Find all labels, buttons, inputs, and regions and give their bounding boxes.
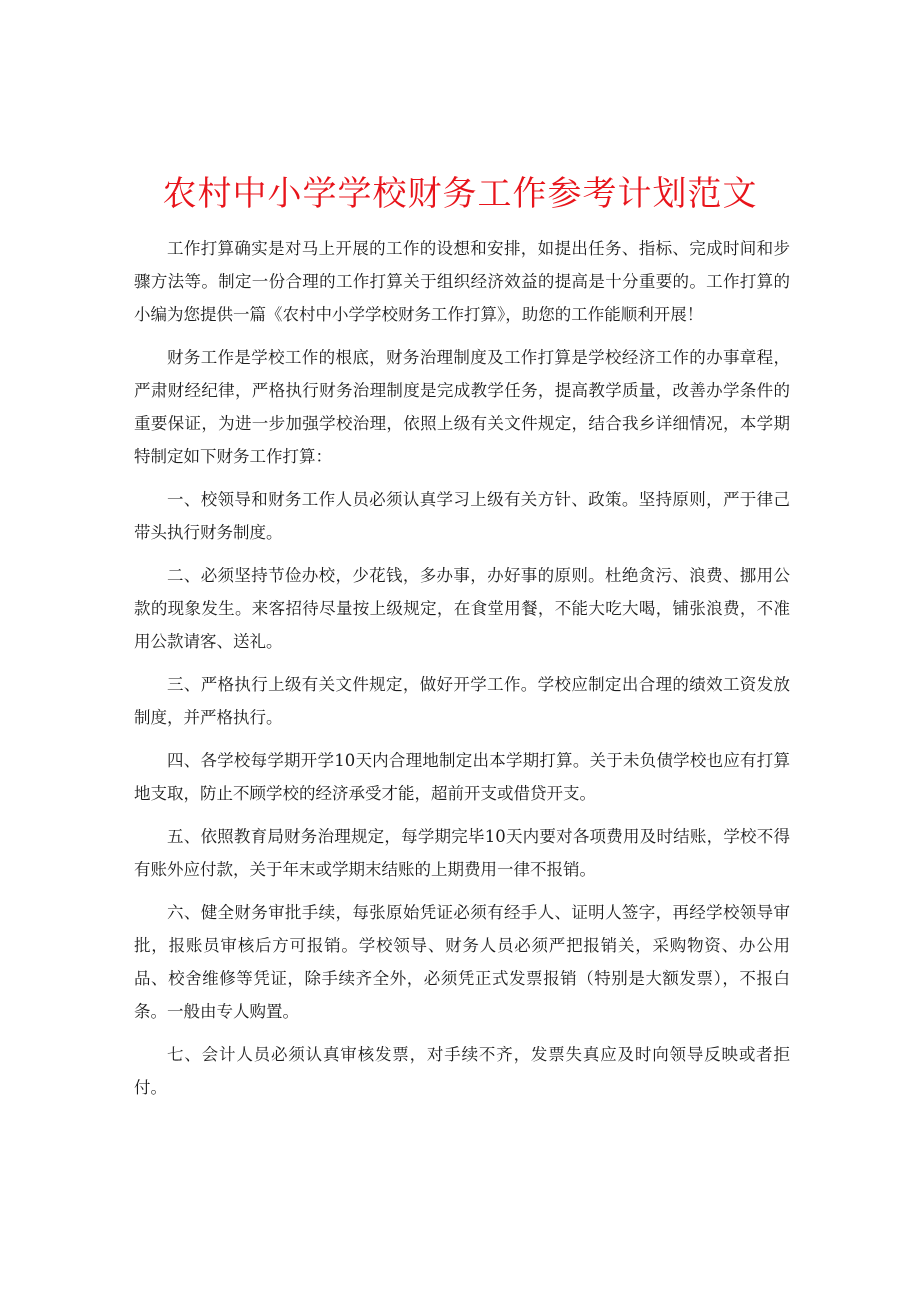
document-title: 农村中小学学校财务工作参考计划范文 bbox=[162, 174, 758, 214]
paragraph-item-2: 二、必须坚持节俭办校，少花钱，多办事，办好事的原则。杜绝贪污、浪费、挪用公款的现象发生。来客招待尽量按上级规定，在食堂用餐，不能大吃大喝，铺张浪费，不准用公款请客、送礼。 bbox=[134, 566, 790, 651]
paragraph-item-6: 六、健全财务审批手续，每张原始凭证必须有经手人、证明人签字，再经学校领导审批，报账员审核后方可报销。学校领导、财务人员必须严把报销关，采购物资、办公用品、校舍维修等凭证，除手续齐全外，必须凭正式发票报销（特别是大额发票），不报白条。一般由专人购置。 bbox=[134, 903, 790, 1021]
paragraph-item-1: 一、校领导和财务工作人员必须认真学习上级有关方针、政策。坚持原则，严于律己带头执行财务制度。 bbox=[134, 490, 790, 542]
paragraph-item-4: 四、各学校每学期开学10天内合理地制定出本学期打算。关于未负债学校也应有打算地支取，防止不顾学校的经济承受才能，超前开支或借贷开支。 bbox=[134, 751, 790, 803]
paragraph-overview: 财务工作是学校工作的根底，财务治理制度及工作打算是学校经济工作的办事章程，严肃财经纪律，严格执行财务治理制度是完成教学任务，提高教学质量，改善办学条件的重要保证，为进一步加强学校治理，依照上级有关文件规定，结合我乡详细情况，本学期特制定如下财务工作打算： bbox=[134, 348, 790, 466]
paragraph-item-7: 七、会计人员必须认真审核发票，对手续不齐，发票失真应及时向领导反映或者拒付。 bbox=[134, 1045, 790, 1097]
document-body bbox=[134, 232, 790, 1114]
paragraph-item-5: 五、依照教育局财务治理规定，每学期完毕10天内要对各项费用及时结账，学校不得有账外应付款，关于年末或学期末结账的上期费用一律不报销。 bbox=[134, 827, 790, 879]
paragraph-item-3: 三、严格执行上级有关文件规定，做好开学工作。学校应制定出合理的绩效工资发放制度，并严格执行。 bbox=[134, 675, 790, 727]
paragraph-intro: 工作打算确实是对马上开展的工作的设想和安排，如提出任务、指标、完成时间和步骤方法等。制定一份合理的工作打算关于组织经济效益的提高是十分重要的。工作打算的小编为您提供一篇《农村中小学学校财务工作打算》，助您的工作能顺利开展！ bbox=[134, 239, 790, 324]
